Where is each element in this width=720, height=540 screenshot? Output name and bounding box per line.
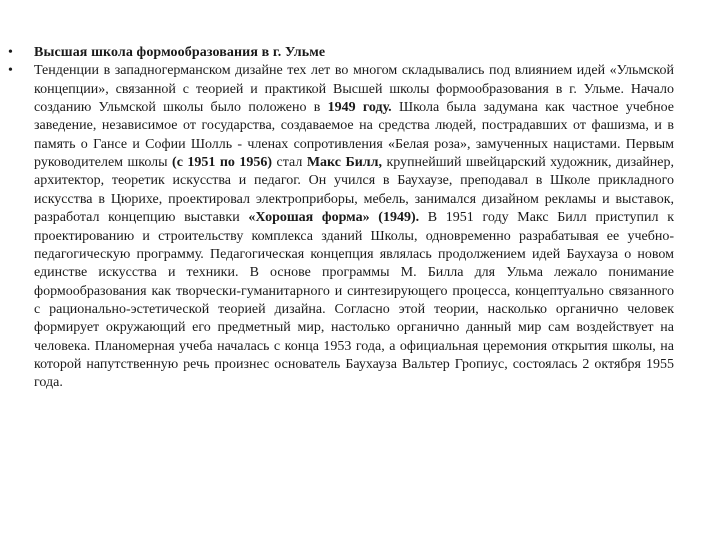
paragraph-text-3: стал bbox=[272, 155, 307, 171]
director-name: Макс Билл, bbox=[306, 155, 382, 171]
bullet-list bbox=[8, 44, 674, 393]
paragraph-text-5: В 1951 году Макс Билл приступил к проектированию и строительству комплекса зданий Школы, одновременно разрабатывая ее учебно-педагогическую программу. Педагогическая концепция являлась продолжением идей Баухауза о новом единстве искусства и техники. В основе программы М. Билла для Ульма лежало понимание формообразования как творчески-гуманитарного и синтезирующего процесса, концептуально связанного с рационально-эстетической теорией дизайна. Согласно этой теории, насколько органично человек формирует окружающий его предметный мир, настолько органично данный мир сам воздействует на человека. Планомерная учеба началась с конца 1953 года, а официальная церемония открытия школы, на которой напутственную речь произнес основатель Баухауза Вальтер Гропиус, состоялась 2 октября 1955 года. bbox=[34, 210, 674, 391]
bullet-item-paragraph bbox=[8, 62, 674, 392]
founding-year: 1949 году. bbox=[327, 100, 392, 116]
bullet-icon: • bbox=[8, 63, 13, 79]
bullet-item-title bbox=[8, 44, 674, 62]
exhibition-name: «Хорошая форма» (1949). bbox=[248, 210, 420, 226]
paragraph-text-2: Школа была задумана как частное учебное заведение, независимое от государства, создаваемое на средства людей, пострадавших от фашизма, и в память о Гансе и Софии Шолль - членах сопротивления «Белая роза», замученных нацистами. Первым руководителем школы bbox=[34, 100, 674, 171]
slide-title: Высшая школа формообразования в г. Ульме bbox=[34, 45, 326, 60]
body-paragraph bbox=[34, 62, 674, 392]
paragraph-text-1: Тенденции в западногерманском дизайне тех лет во многом складывались под влиянием идей «Ульмской концепции», связанной с теорией и практикой Высшей школы формообразования в г. Ульме. Начало созданию Ульмской школы было положено в bbox=[34, 63, 674, 116]
bullet-icon: • bbox=[8, 45, 13, 60]
paragraph-text-4: крупнейший швейцарский художник, дизайнер, архитектор, теоретик искусства и педагог. Он учился в Баухаузе, преподавал в Школе прикладного искусства в Цюрихе, проектировал электроприборы, мебель, занимался дизайном рекламы и выставок, разработал концепцию выставки bbox=[34, 155, 675, 226]
director-years: (с 1951 по 1956) bbox=[172, 155, 273, 171]
